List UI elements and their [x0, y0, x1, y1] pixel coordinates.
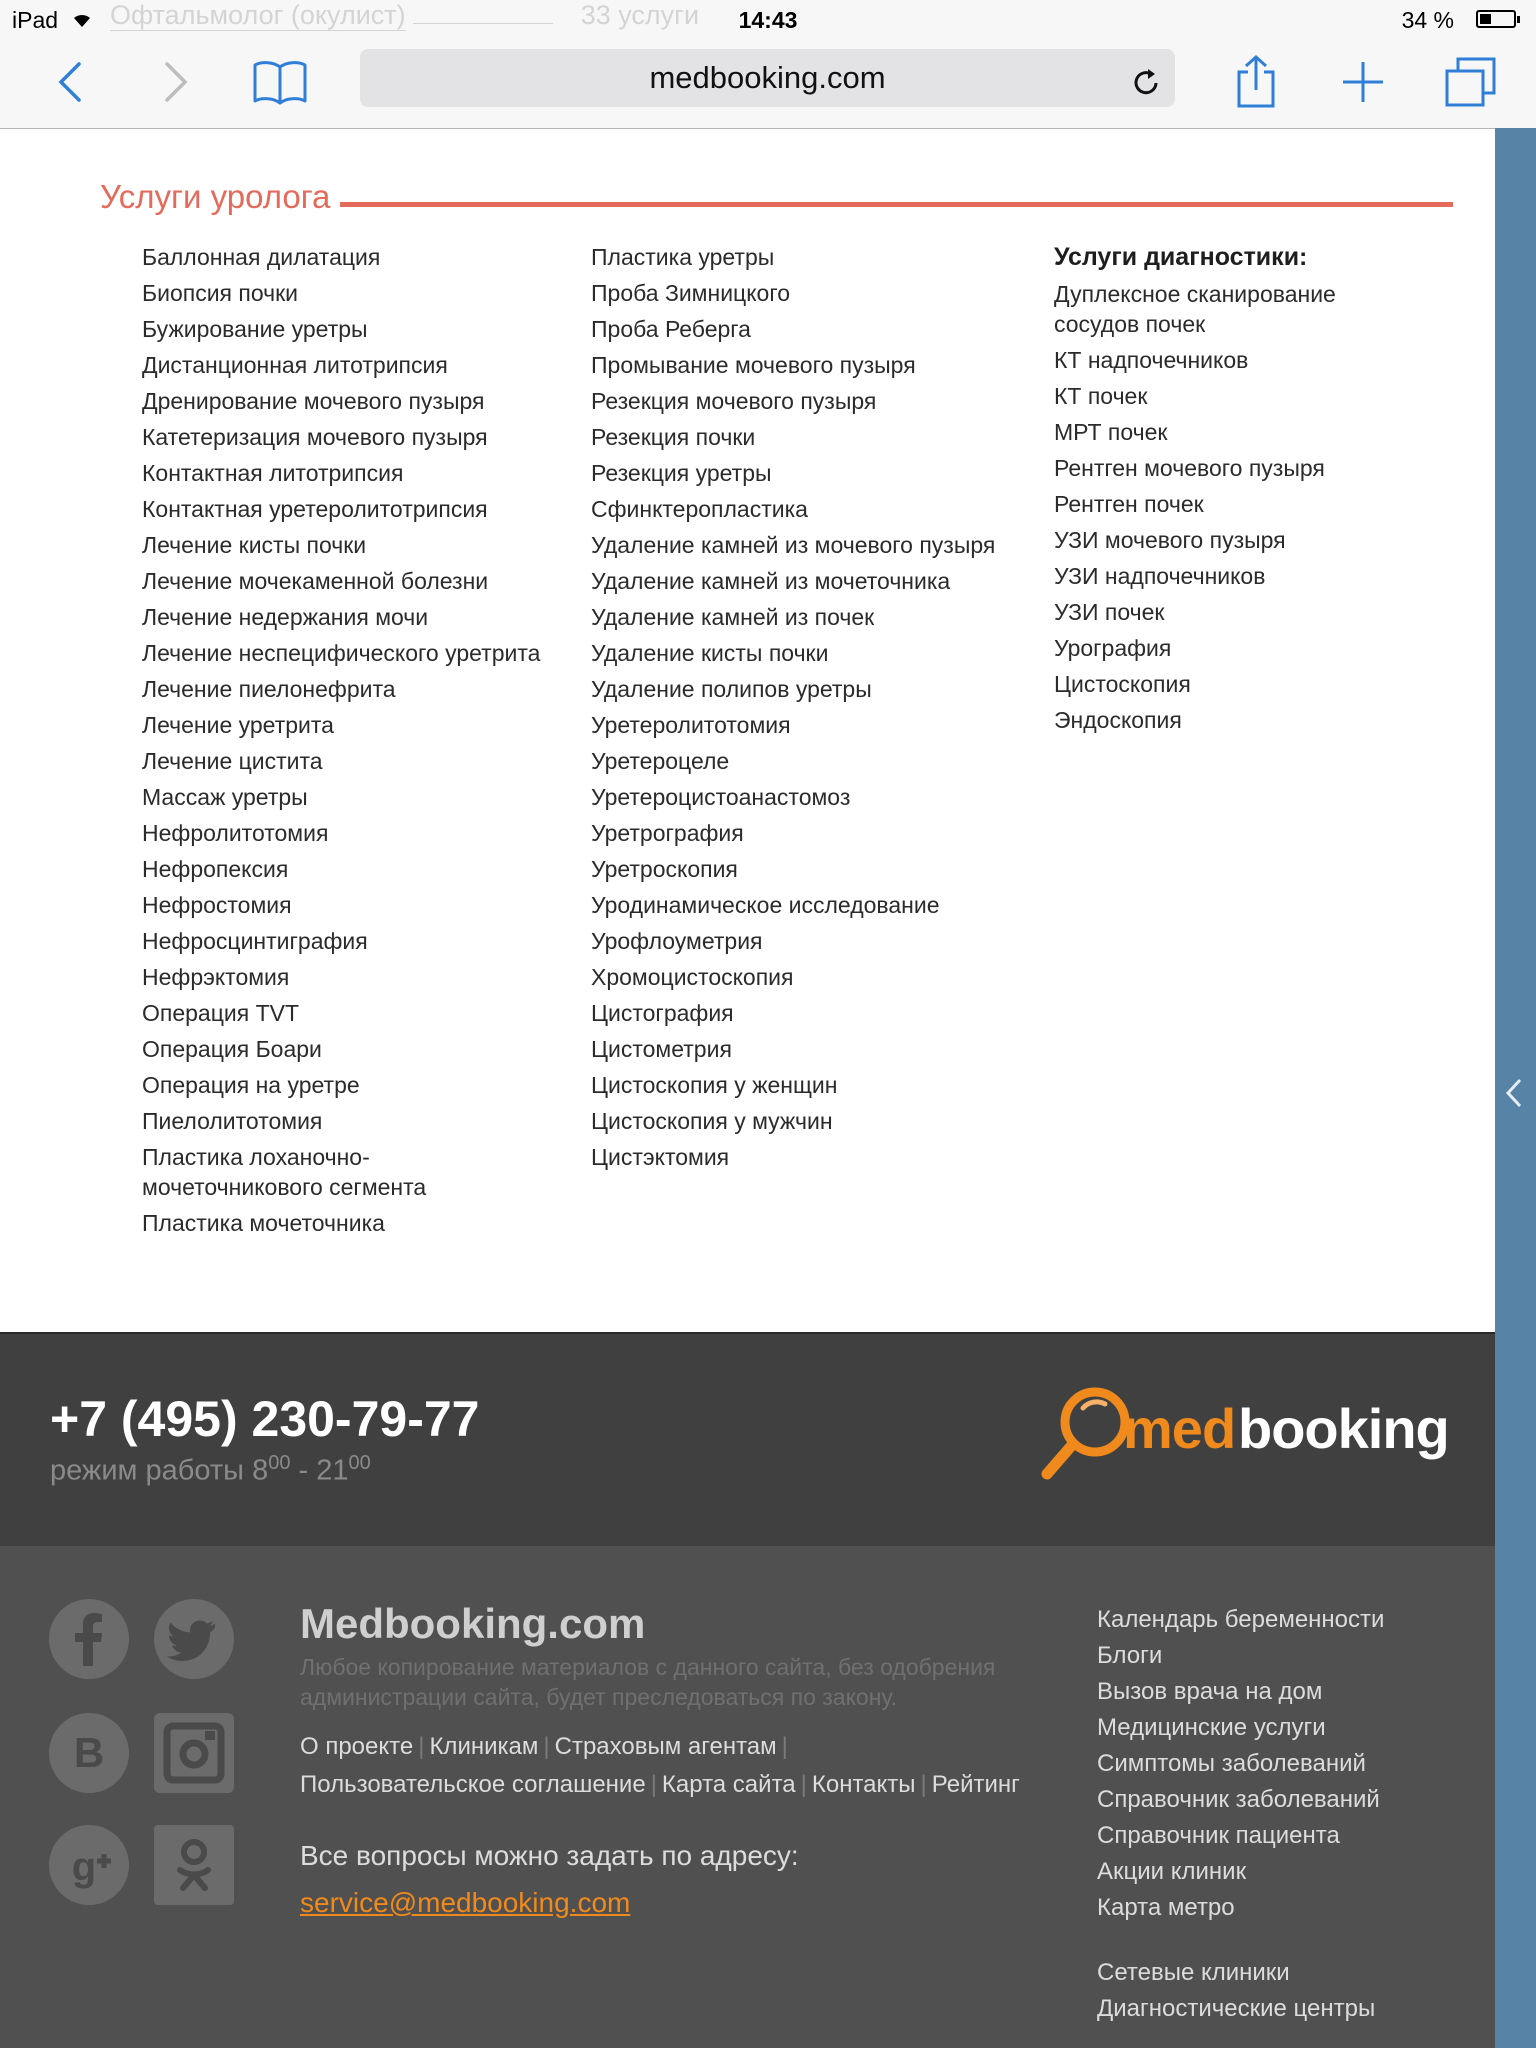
service-link[interactable]: Удаление кисты почки	[591, 640, 829, 666]
footer-nav-right	[1097, 1602, 1457, 2027]
svg-text:g: g	[71, 1845, 97, 1889]
link-separator: |	[543, 1733, 550, 1760]
service-link[interactable]: Биопсия почки	[142, 280, 299, 306]
ghost-text-right: 33 услуги	[580, 0, 700, 30]
footer-nav-link[interactable]: Вызов врача на дом	[1097, 1678, 1323, 1705]
google-plus-icon[interactable]	[48, 1824, 130, 1906]
contact-prompt: Все вопросы можно задать по адресу:	[300, 1840, 799, 1871]
bookmarks-icon[interactable]	[252, 54, 308, 110]
service-link[interactable]: Уретеролитотомия	[591, 712, 791, 738]
service-link[interactable]: Удаление камней из мочевого пузыря	[591, 532, 996, 558]
side-panel-tab[interactable]	[1495, 128, 1536, 2048]
service-link[interactable]: Нефросцинтиграфия	[142, 928, 368, 954]
footer-link[interactable]: Страховым агентам	[554, 1733, 777, 1760]
service-link[interactable]: Резекция почки	[591, 424, 756, 450]
service-link[interactable]: Лечение уретрита	[142, 712, 334, 738]
diagnostics-link[interactable]: КТ почек	[1054, 383, 1148, 409]
diagnostics-heading: Услуги диагностики:	[1054, 243, 1308, 271]
service-link[interactable]: Операция на уретре	[142, 1072, 360, 1098]
footer-link[interactable]: Карта сайта	[661, 1771, 796, 1798]
ghost-text-left: Офтальмолог (окулист)	[110, 0, 406, 30]
service-link[interactable]: Нефролитотомия	[142, 820, 329, 846]
service-link[interactable]: Сфинктеропластика	[591, 496, 808, 522]
service-link[interactable]: Дренирование мочевого пузыря	[142, 388, 485, 414]
device-name: iPad	[12, 7, 59, 33]
footer-link[interactable]: Рейтинг	[931, 1771, 1020, 1798]
footer-nav-link[interactable]: Справочник заболеваний	[1097, 1786, 1380, 1813]
service-link[interactable]: Уретероцистоанастомоз	[591, 784, 851, 810]
service-link[interactable]: Удаление камней из мочеточника	[591, 568, 951, 594]
footer-nav-link[interactable]: Медицинские услуги	[1097, 1714, 1326, 1741]
clock: 14:43	[738, 7, 798, 33]
service-link[interactable]: Контактная уретеролитотрипсия	[142, 496, 488, 522]
back-arrow-icon[interactable]	[42, 54, 98, 110]
svg-text:B: B	[73, 1729, 105, 1776]
service-link[interactable]: Лечение мочекаменной болезни	[142, 568, 489, 594]
diagnostics-link[interactable]: Эндоскопия	[1054, 707, 1182, 733]
service-link[interactable]: Резекция мочевого пузыря	[591, 388, 877, 414]
battery-icon	[1476, 10, 1516, 28]
chevron-left-icon[interactable]	[1503, 1076, 1525, 1115]
urology-services-col-1	[142, 242, 542, 1244]
link-separator: |	[920, 1771, 927, 1798]
diagnostics-link[interactable]: УЗИ мочевого пузыря	[1054, 527, 1286, 553]
new-tab-icon[interactable]	[1335, 54, 1391, 110]
footer-nav-link[interactable]: Блоги	[1097, 1642, 1163, 1669]
diagnostics-link[interactable]: Дуплексное сканирование сосудов почек	[1054, 281, 1336, 337]
site-name: Medbooking.com	[300, 1600, 646, 1647]
link-separator: |	[800, 1771, 807, 1798]
vkontakte-icon[interactable]	[48, 1712, 130, 1794]
service-link[interactable]: Бужирование уретры	[142, 316, 368, 342]
service-link[interactable]: Проба Реберга	[591, 316, 751, 342]
tabs-icon[interactable]	[1443, 54, 1499, 110]
footer-link[interactable]: Клиникам	[429, 1733, 539, 1760]
service-link[interactable]: Нефростомия	[142, 892, 292, 918]
footer-link[interactable]: О проекте	[300, 1733, 414, 1760]
service-link[interactable]: Лечение пиелонефрита	[142, 676, 396, 702]
service-link[interactable]: Пиелолитотомия	[142, 1108, 323, 1134]
service-link[interactable]: Проба Зимницкого	[591, 280, 791, 306]
share-icon[interactable]	[1228, 54, 1284, 110]
magnifier-logo-icon	[1035, 1382, 1135, 1482]
service-link[interactable]: Нефрэктомия	[142, 964, 290, 990]
service-link[interactable]: Баллонная дилатация	[142, 244, 381, 270]
service-link[interactable]: Нефропексия	[142, 856, 289, 882]
copyright-notice: Любое копирование материалов с данного сайта, без одобрения администрации сайта, будет преследоваться по закону.	[300, 1654, 996, 1710]
service-link[interactable]: Хромоцистоскопия	[591, 964, 794, 990]
service-link[interactable]: Пластика лоханочно-мочеточникового сегмента	[142, 1144, 427, 1200]
footer-contact-bar	[0, 1332, 1495, 1546]
service-link[interactable]: Операция TVT	[142, 1000, 300, 1026]
diagnostics-link[interactable]: КТ надпочечников	[1054, 347, 1249, 373]
service-link[interactable]: Пластика мочеточника	[142, 1210, 385, 1236]
footer-nav-link[interactable]: Календарь беременности	[1097, 1606, 1385, 1633]
footer-link[interactable]: Пользовательское соглашение	[300, 1771, 646, 1798]
footer-nav-link[interactable]: Акции клиник	[1097, 1858, 1247, 1885]
service-link[interactable]: Лечение цистита	[142, 748, 323, 774]
service-link[interactable]: Цистоскопия у мужчин	[591, 1108, 833, 1134]
diagnostics-services	[1054, 240, 1404, 741]
service-link[interactable]: Удаление полипов уретры	[591, 676, 872, 702]
footer-links	[300, 1728, 1060, 1804]
battery-percent: 34 %	[1401, 7, 1454, 33]
service-link[interactable]: Цистометрия	[591, 1036, 732, 1062]
url-text: medbooking.com	[649, 60, 886, 95]
section-title: Услуги уролога	[100, 178, 340, 216]
service-link[interactable]: Цистоскопия у женщин	[591, 1072, 838, 1098]
browser-toolbar	[0, 40, 1536, 129]
diagnostics-link[interactable]: Рентген мочевого пузыря	[1054, 455, 1325, 481]
service-link[interactable]: Лечение неспецифического уретрита	[142, 640, 541, 666]
medbooking-logo[interactable]: med booking	[1035, 1382, 1455, 1482]
diagnostics-link[interactable]: Рентген почек	[1054, 491, 1204, 517]
footer-nav-link[interactable]: Сетевые клиники	[1097, 1959, 1290, 1986]
forward-arrow-icon[interactable]	[148, 54, 204, 110]
footer-nav-link[interactable]: Симптомы заболеваний	[1097, 1750, 1366, 1777]
service-link[interactable]: Уретроскопия	[591, 856, 738, 882]
address-bar[interactable]	[360, 49, 1175, 107]
working-hours: режим работы $8^{00} - 21^{00}$	[50, 1452, 371, 1487]
service-link[interactable]: Уродинамическое исследование	[591, 892, 940, 918]
diagnostics-link[interactable]: Урография	[1054, 635, 1172, 661]
service-link[interactable]: Резекция уретры	[591, 460, 772, 486]
service-link[interactable]: Лечение недержания мочи	[142, 604, 429, 630]
service-link[interactable]: Цистография	[591, 1000, 734, 1026]
service-link[interactable]: Катетеризация мочевого пузыря	[142, 424, 488, 450]
footer-link[interactable]: Контакты	[811, 1771, 916, 1798]
contact-email-link[interactable]: service@medbooking.com	[300, 1887, 631, 1918]
instagram-icon[interactable]	[153, 1712, 235, 1794]
diagnostics-link[interactable]: УЗИ почек	[1054, 599, 1165, 625]
service-link[interactable]: Урофлоуметрия	[591, 928, 763, 954]
reload-icon[interactable]	[1129, 61, 1163, 95]
link-separator: |	[418, 1733, 425, 1760]
diagnostics-link[interactable]: Цистоскопия	[1054, 671, 1191, 697]
footer-nav-link[interactable]: Диагностические центры	[1097, 1995, 1376, 2022]
phone-number[interactable]: +7 (495) 230-79-77	[50, 1391, 480, 1447]
link-separator: |	[650, 1771, 657, 1798]
service-link[interactable]: Операция Боари	[142, 1036, 322, 1062]
diagnostics-link[interactable]: МРТ почек	[1054, 419, 1168, 445]
page-content	[0, 129, 1495, 1332]
facebook-icon[interactable]	[48, 1598, 130, 1680]
status-bar	[0, 0, 1536, 40]
link-separator: |	[781, 1733, 788, 1760]
service-link[interactable]: Уретероцеле	[591, 748, 730, 774]
urology-services-col-2	[591, 242, 1011, 1178]
service-link[interactable]: Массаж уретры	[142, 784, 308, 810]
service-link[interactable]: Пластика уретры	[591, 244, 775, 270]
service-link[interactable]: Цистэктомия	[591, 1144, 730, 1170]
service-link[interactable]: Промывание мочевого пузыря	[591, 352, 916, 378]
service-link[interactable]: Лечение кисты почки	[142, 532, 367, 558]
service-link[interactable]: Контактная литотрипсия	[142, 460, 404, 486]
odnoklassniki-icon[interactable]	[153, 1824, 235, 1906]
service-link[interactable]: Удаление камней из почек	[591, 604, 875, 630]
service-link[interactable]: Уретрография	[591, 820, 744, 846]
footer-nav-link[interactable]: Карта метро	[1097, 1894, 1235, 1921]
diagnostics-link[interactable]: УЗИ надпочечников	[1054, 563, 1266, 589]
service-link[interactable]: Дистанционная литотрипсия	[142, 352, 448, 378]
footer-main	[0, 1546, 1495, 2048]
twitter-icon[interactable]	[153, 1598, 235, 1680]
footer-nav-link[interactable]: Справочник пациента	[1097, 1822, 1340, 1849]
